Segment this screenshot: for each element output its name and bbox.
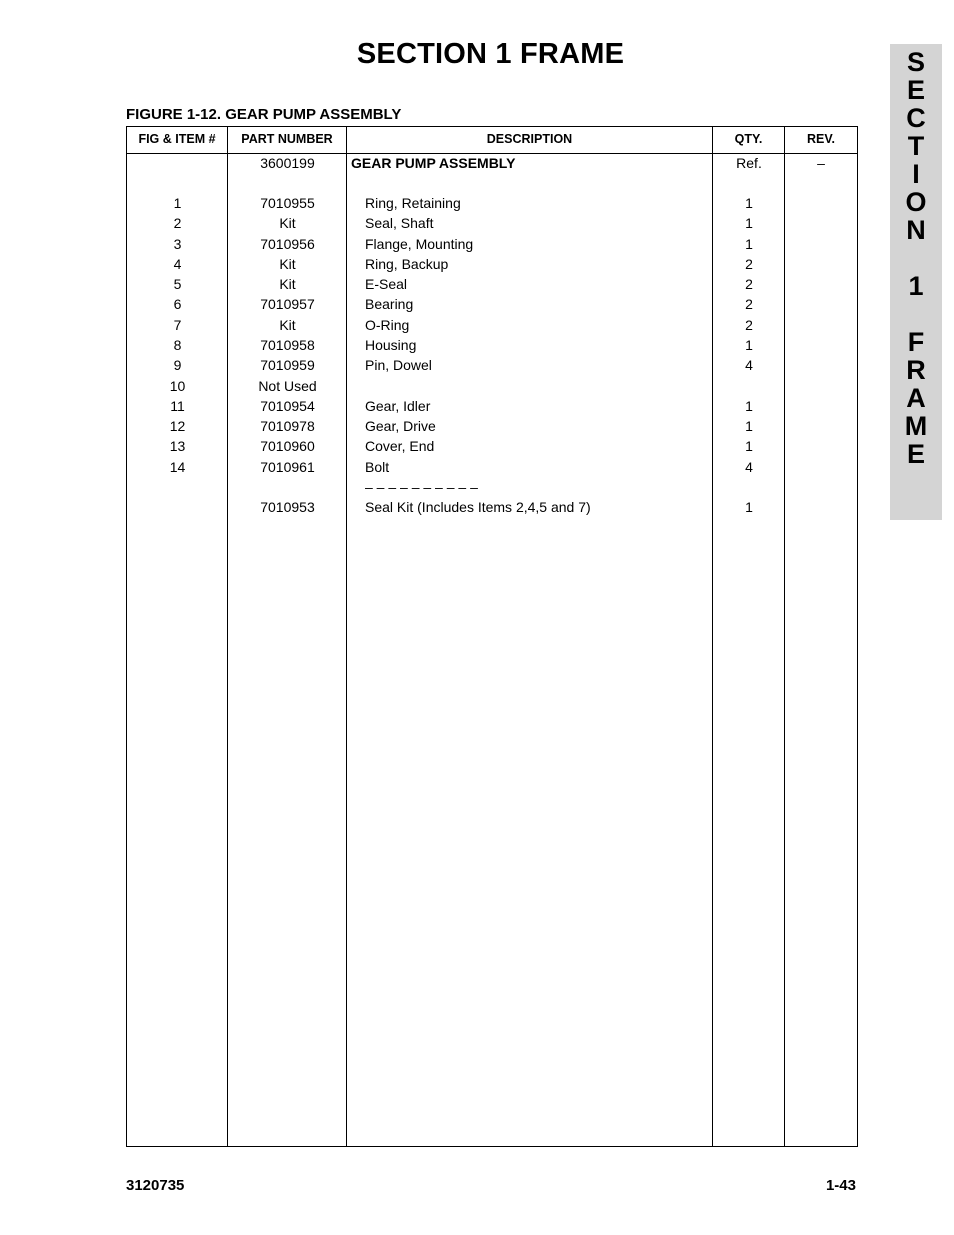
qty-cell: 1	[745, 418, 753, 434]
part-number-cell: 7010954	[260, 398, 315, 414]
qty-cell: 2	[745, 317, 753, 333]
column-header-description: DESCRIPTION	[486, 132, 573, 146]
part-number-cell: 7010960	[260, 438, 315, 454]
document-number: 3120735	[126, 1177, 185, 1194]
fig-item-cell: 11	[170, 398, 185, 414]
fig-item-cell: 13	[169, 438, 186, 454]
description-cell: O-Ring	[365, 317, 410, 333]
section-side-tab	[890, 44, 942, 520]
description-cell: Seal, Shaft	[365, 215, 434, 231]
description-cell: Cover, End	[365, 438, 435, 454]
qty-cell: 4	[745, 459, 753, 475]
part-number-cell: 7010958	[260, 337, 315, 353]
page-number: 1-43	[825, 1177, 856, 1194]
part-number-cell: 7010961	[260, 459, 315, 475]
description-cell: Ring, Backup	[365, 256, 449, 272]
fig-item-cell: 1	[173, 195, 182, 211]
part-number-cell: Kit	[279, 317, 296, 333]
description-cell: Flange, Mounting	[365, 236, 474, 252]
qty-cell: Ref.	[736, 155, 762, 171]
qty-cell: 1	[745, 236, 753, 252]
description-cell: Pin, Dowel	[365, 357, 432, 373]
fig-item-cell: 4	[173, 256, 182, 272]
side-tab-letter: E	[906, 439, 925, 469]
side-tab-letter: T	[907, 131, 925, 161]
qty-cell: 2	[745, 296, 753, 312]
side-tab-letter: A	[906, 383, 926, 413]
qty-cell: 1	[745, 195, 753, 211]
fig-item-cell: 5	[173, 276, 182, 292]
fig-item-cell: 14	[169, 459, 186, 475]
description-cell: GEAR PUMP ASSEMBLY	[351, 155, 516, 171]
fig-item-cell: 12	[169, 418, 186, 434]
column-header-rev: REV.	[806, 132, 836, 146]
part-number-cell: Not Used	[258, 378, 317, 394]
qty-cell: 4	[745, 357, 753, 373]
part-number-cell: 7010956	[260, 236, 315, 252]
description-cell: Bearing	[365, 296, 414, 312]
column-header-part-number: PART NUMBER	[241, 132, 333, 146]
qty-cell: 1	[745, 438, 753, 454]
qty-cell: 1	[745, 499, 753, 515]
side-tab-letter: N	[906, 215, 926, 245]
part-number-cell: 7010955	[260, 195, 315, 211]
fig-item-cell: 7	[173, 317, 182, 333]
fig-item-cell: 6	[173, 296, 182, 312]
description-cell: Housing	[365, 337, 417, 353]
side-tab-letter: M	[904, 411, 928, 441]
side-tab-letter: O	[905, 187, 927, 217]
figure-title: FIGURE 1-12. GEAR PUMP ASSEMBLY	[126, 106, 402, 123]
rev-cell: –	[817, 155, 825, 171]
column-header-fig-item: FIG & ITEM #	[138, 132, 216, 146]
column-header-qty: QTY.	[734, 132, 763, 146]
side-tab-letter: 1	[908, 271, 924, 301]
fig-item-cell: 3	[173, 236, 182, 252]
side-tab-letter: E	[906, 75, 925, 105]
description-cell: E-Seal	[365, 276, 408, 292]
part-number-cell: 3600199	[260, 155, 315, 171]
part-number-cell: Kit	[279, 215, 296, 231]
qty-cell: 2	[745, 276, 753, 292]
separator-line: – – – – – – – – – –	[365, 479, 478, 495]
description-cell: Gear, Drive	[365, 418, 436, 434]
fig-item-cell: 9	[173, 357, 182, 373]
description-cell: Seal Kit (Includes Items 2,4,5 and 7)	[365, 499, 591, 515]
part-number-cell: 7010959	[260, 357, 315, 373]
page-title: SECTION 1 FRAME	[356, 38, 625, 70]
part-number-cell: 7010957	[260, 296, 315, 312]
qty-cell: 1	[745, 398, 753, 414]
fig-item-cell: 10	[169, 378, 186, 394]
description-cell: Ring, Retaining	[365, 195, 461, 211]
qty-cell: 1	[745, 337, 753, 353]
qty-cell: 2	[745, 256, 753, 272]
part-number-cell: Kit	[279, 276, 296, 292]
part-number-cell: Kit	[279, 256, 296, 272]
side-tab-letter: C	[906, 103, 926, 133]
fig-item-cell: 2	[173, 215, 182, 231]
description-cell: Gear, Idler	[365, 398, 431, 414]
side-tab-letter: F	[907, 327, 925, 357]
part-number-cell: 7010978	[260, 418, 315, 434]
fig-item-cell: 8	[173, 337, 182, 353]
side-tab-letter: I	[912, 159, 920, 189]
part-number-cell: 7010953	[260, 499, 315, 515]
qty-cell: 1	[745, 215, 753, 231]
side-tab-letter: S	[906, 47, 925, 77]
side-tab-letter: R	[906, 355, 926, 385]
description-cell: Bolt	[365, 459, 390, 475]
parts-table	[126, 126, 858, 1147]
